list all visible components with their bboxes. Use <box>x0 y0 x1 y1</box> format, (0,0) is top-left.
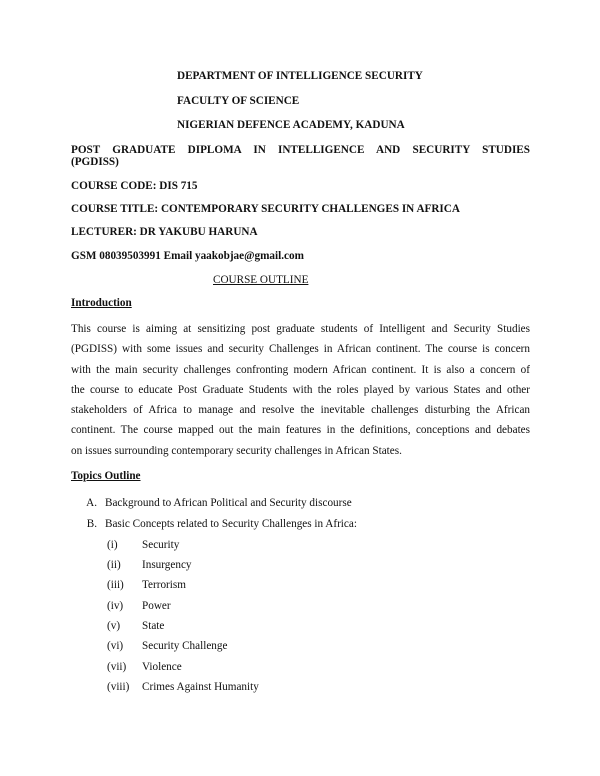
intro-line: with the main security challenges confronting modern African continent. It is also a concern of <box>71 363 530 376</box>
intro-line: This course is aiming at sensitizing post graduate students of Intelligent and Security Studies <box>71 323 530 335</box>
course-code: COURSE CODE: DIS 715 <box>71 180 198 192</box>
course-outline-title: COURSE OUTLINE <box>213 274 309 286</box>
subitem-text: Insurgency <box>142 559 192 571</box>
topic-label: B. <box>86 518 97 530</box>
subitem-number: (vi) <box>107 640 124 652</box>
subitem-text: Security <box>142 539 180 551</box>
subitem-number: (ii) <box>107 559 121 571</box>
introduction-heading: Introduction <box>71 297 132 309</box>
subitem-text: Crimes Against Humanity <box>142 681 259 693</box>
lecturer: LECTURER: DR YAKUBU HARUNA <box>71 226 258 238</box>
topic-label: A. <box>86 497 97 509</box>
programme-title-line2: (PGDISS) <box>71 156 119 168</box>
subitem-text: Violence <box>142 661 182 673</box>
institution-heading: NIGERIAN DEFENCE ACADEMY, KADUNA <box>177 119 405 131</box>
topic-text: Basic Concepts related to Security Challenges in Africa: <box>105 518 357 530</box>
department-heading: DEPARTMENT OF INTELLIGENCE SECURITY <box>177 70 423 82</box>
contact-info: GSM 08039503991 Email yaakobjae@gmail.com <box>71 250 304 262</box>
intro-line: continent. The course mapped out the main features in the definitions, conceptions and debates <box>71 424 530 437</box>
intro-line: on issues surrounding contemporary security challenges in African States. <box>71 444 402 457</box>
intro-line: (PGDISS) with some issues and security Challenges in African continent. The course is concern <box>71 343 530 356</box>
topic-text: Background to African Political and Security discourse <box>105 497 352 509</box>
subitem-number: (iii) <box>107 579 124 591</box>
subitem-number: (iv) <box>107 600 124 612</box>
subitem-number: (vii) <box>107 661 127 673</box>
subitem-number: (viii) <box>107 681 130 693</box>
subitem-text: Security Challenge <box>142 640 228 652</box>
subitem-text: State <box>142 620 165 632</box>
programme-title-line1: POST GRADUATE DIPLOMA IN INTELLIGENCE AND SECURITY STUDIES <box>71 144 530 156</box>
subitem-text: Power <box>142 600 171 612</box>
introduction-paragraph <box>71 319 530 461</box>
intro-line: the course to educate Post Graduate Students with the roles played by various States and other <box>71 383 530 396</box>
course-title: COURSE TITLE: CONTEMPORARY SECURITY CHALLENGES IN AFRICA <box>71 203 460 215</box>
intro-line: stakeholders of Africa to manage and resolve the inevitable challenges disturbing the African <box>71 404 530 417</box>
faculty-heading: FACULTY OF SCIENCE <box>177 95 300 107</box>
subitem-number: (v) <box>107 620 121 632</box>
subitem-text: Terrorism <box>142 579 186 591</box>
topics-outline-heading: Topics Outline <box>71 470 141 482</box>
subitem-number: (i) <box>107 539 118 551</box>
